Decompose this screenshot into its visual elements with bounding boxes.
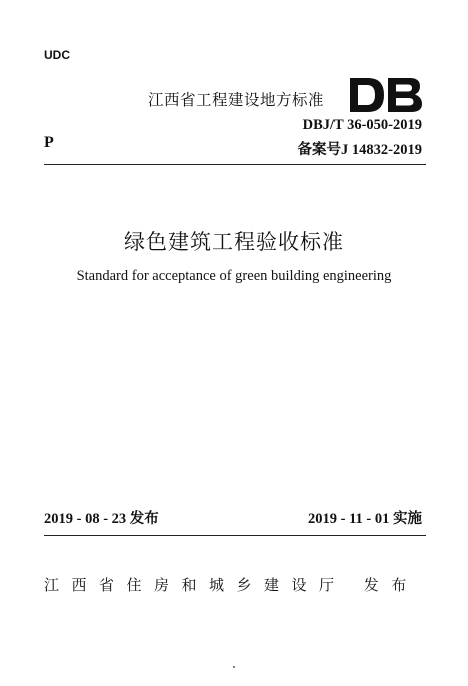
udc-label: UDC: [44, 48, 70, 62]
publisher: 江西省住房和城乡建设厅 发布: [44, 576, 419, 594]
bottom-divider: [44, 535, 426, 536]
implementation-date: 2019 - 11 - 01 实施: [308, 511, 422, 527]
db-logo-b-icon: [388, 78, 422, 112]
db-logo: [346, 75, 426, 115]
db-logo-d-icon: [350, 78, 384, 112]
db-logo-text: DB: [386, 103, 388, 104]
province-standard-label: 江西省工程建设地方标准: [148, 91, 325, 109]
category-code: P: [44, 134, 54, 151]
title-chinese: 绿色建筑工程验收标准: [124, 230, 344, 254]
title-english: Standard for acceptance of green building engineering: [76, 268, 392, 284]
top-divider: [44, 164, 426, 165]
issue-date: 2019 - 08 - 23 发布: [44, 511, 159, 527]
standard-number: DBJ/T 36-050-2019: [302, 117, 422, 133]
page-mark: [233, 666, 235, 668]
record-number: 备案号J 14832-2019: [297, 142, 422, 158]
